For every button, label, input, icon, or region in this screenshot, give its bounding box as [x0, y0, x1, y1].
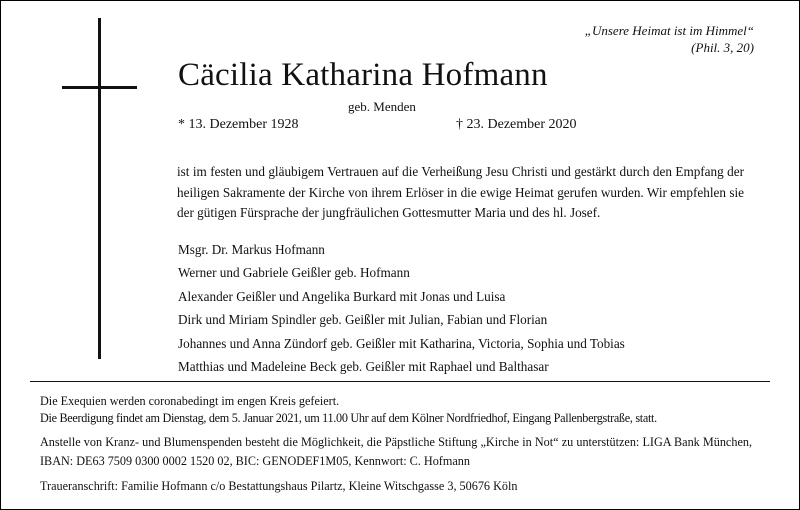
- divider: [30, 381, 770, 382]
- death-date: † 23. Dezember 2020: [456, 117, 577, 132]
- birth-name: geb. Menden: [348, 99, 416, 114]
- list-item: Msgr. Dr. Markus Hofmann: [178, 242, 325, 257]
- birth-date: * 13. Dezember 1928: [178, 117, 299, 132]
- list-item: Matthias und Madeleine Beck geb. Geißler mit Raphael und Balthasar: [178, 358, 549, 374]
- footer-info: [40, 393, 752, 496]
- list-item: Johannes und Anna Zündorf geb. Geißler mit Katharina, Victoria, Sophia und Tobias: [178, 335, 625, 351]
- cross-icon-horizontal-bar: [62, 86, 137, 89]
- list-item: Werner und Gabriele Geißler geb. Hofmann: [178, 265, 410, 281]
- deceased-name: Cäcilia Katharina Hofmann: [178, 57, 548, 93]
- quote-source: (Phil. 3, 20): [691, 40, 754, 55]
- mourning-address: Traueranschrift: Familie Hofmann c/o Bestattungshaus Pilartz, Kleine Witschgasse 3, 50676 Köln: [40, 479, 518, 493]
- list-item: Alexander Geißler und Angelika Burkard mit Jonas und Luisa: [178, 288, 506, 304]
- bible-quote: [494, 22, 754, 56]
- funeral-note: Die Beerdigung findet am Dienstag, dem 5. Januar 2021, um 11.00 Uhr auf dem Kölner Nordfriedhof, Eingang Pallenbergstraße, statt.: [40, 411, 657, 425]
- obituary-text: ist im festen und gläubigem Vertrauen auf die Verheißung Jesu Christi und gestärkt durch den Empfang der heiligen Sakramente der Kirche von ihrem Erlöser in die ewige Heimat gerufen wurden. Wir empfehlen sie der gütigen Fürsprache der jungfräulichen Gottesmutter Maria und des hl. Josef.: [177, 164, 744, 220]
- exequien-note: Die Exequien werden coronabedingt im engen Kreis gefeiert.: [40, 394, 340, 408]
- cross-icon-vertical-bar: [98, 18, 101, 359]
- mourners-list: [178, 238, 625, 378]
- list-item: Dirk und Miriam Spindler geb. Geißler mit Julian, Fabian und Florian: [178, 312, 548, 328]
- donation-note: Anstelle von Kranz- und Blumenspenden besteht die Möglichkeit, die Päpstliche Stiftung „Kirche in Not“ zu unterstützen: LIGA Bank München, IBAN: DE63 7509 0300 0002 1520 02, BIC: GENODEF1M05, Kennwort: C. Hofmann: [40, 435, 752, 468]
- quote-text: „Unsere Heimat ist im Himmel“: [584, 23, 754, 38]
